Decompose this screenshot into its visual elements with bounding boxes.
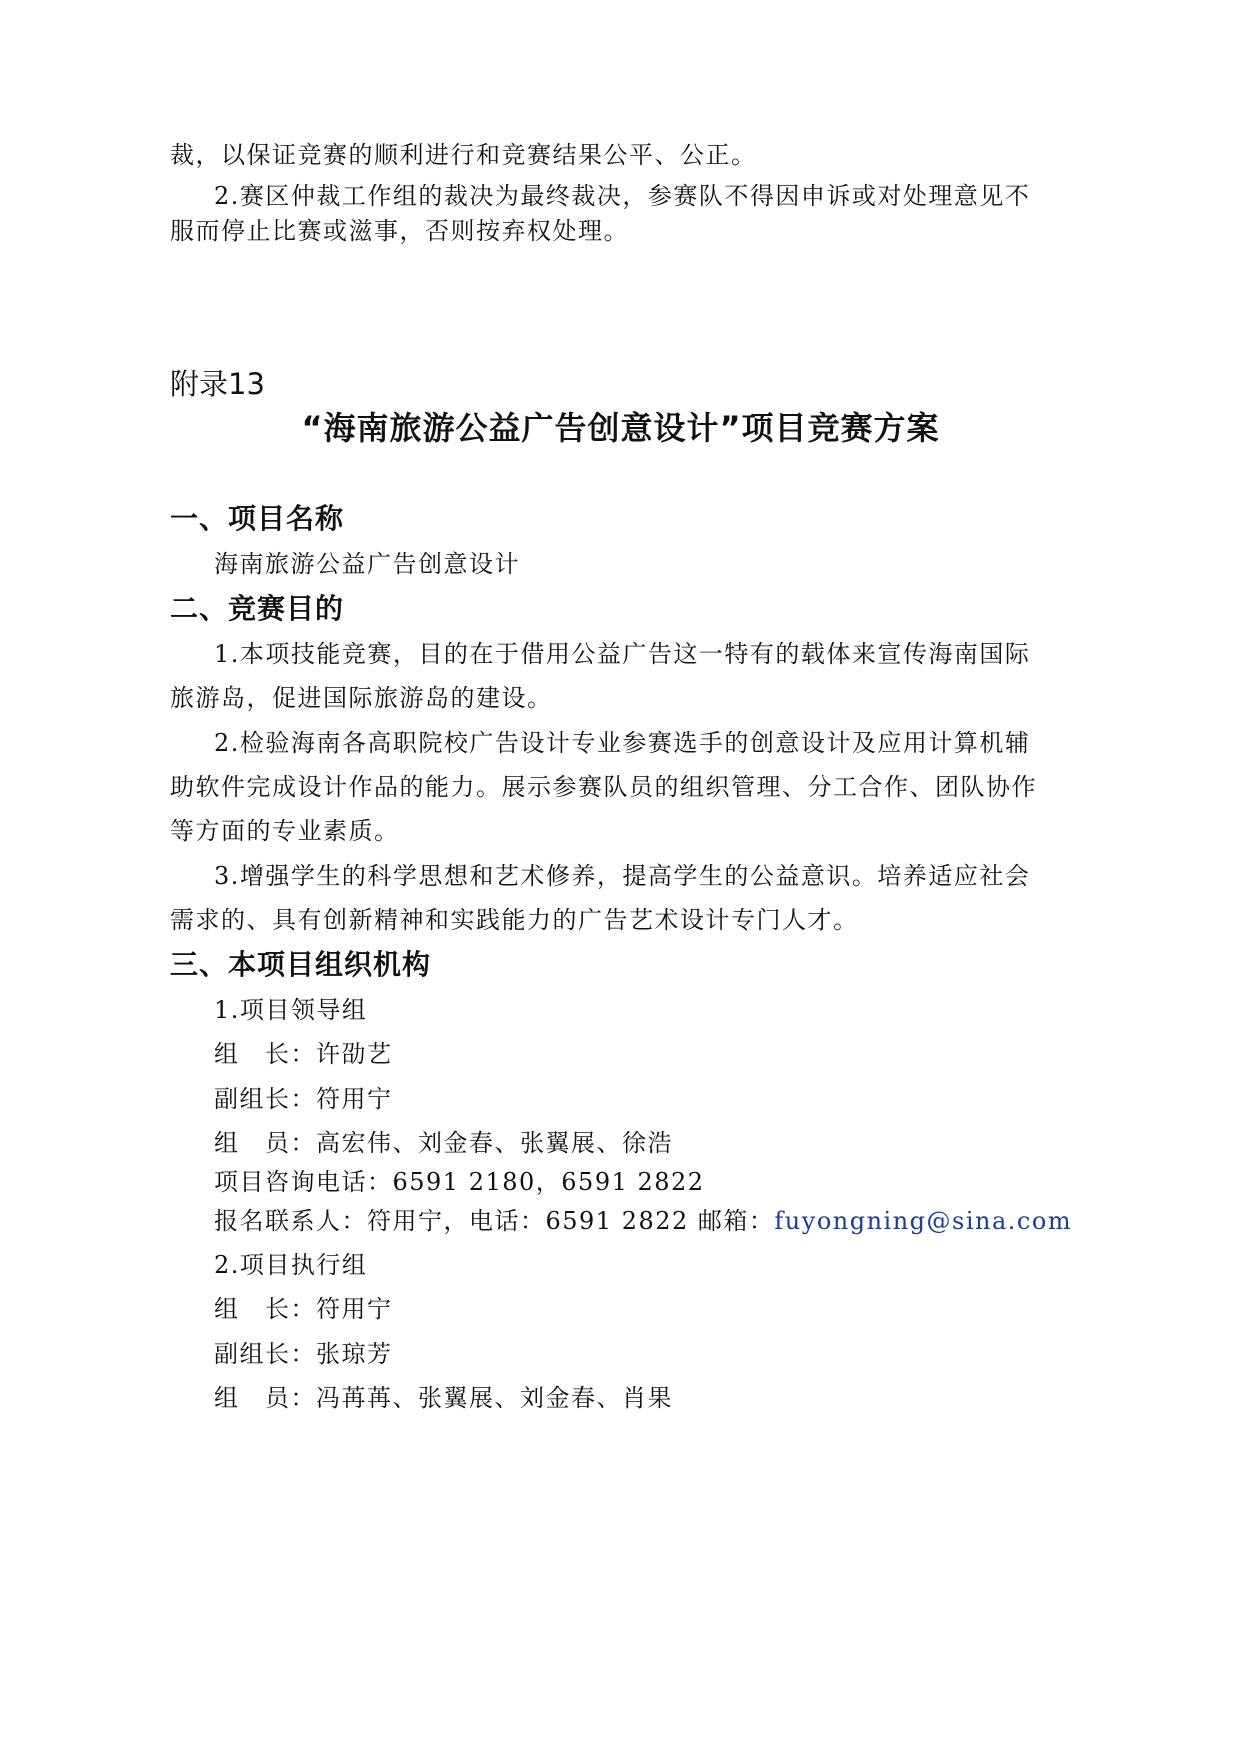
consult-phone: 项目咨询电话：6591 2180，6591 2822	[214, 1168, 705, 1196]
text-line: 2.赛区仲裁工作组的裁决为最终裁决，参赛队不得因申诉或对处理意见不	[214, 182, 1031, 210]
text-line: 裁，以保证竞赛的顺利进行和竞赛结果公平、公正。	[170, 141, 757, 169]
group-members: 组 员：高宏伟、刘金春、张翼展、徐浩	[214, 1129, 673, 1157]
text-line: 3.增强学生的科学思想和艺术修养，提高学生的公益意识。培养适应社会	[214, 862, 1031, 890]
text-line: 等方面的专业素质。	[170, 817, 400, 845]
group-title: 2.项目执行组	[214, 1251, 368, 1279]
email-link[interactable]: fuyongning@sina.com	[774, 1207, 1073, 1235]
text-line: 海南旅游公益广告创意设计	[214, 550, 520, 578]
text-line: 需求的、具有创新精神和实践能力的广告艺术设计专门人才。	[170, 906, 859, 934]
document-title: “海南旅游公益广告创意设计”项目竞赛方案	[301, 409, 940, 447]
text-line: 1.本项技能竞赛，目的在于借用公益广告这一特有的载体来宣传海南国际	[214, 640, 1031, 668]
group-members: 组 员：冯苒苒、张翼展、刘金春、肖果	[214, 1384, 673, 1412]
section-heading: 一、项目名称	[170, 502, 345, 535]
group-deputy: 副组长：符用宁	[214, 1085, 393, 1113]
text-line: 服而停止比赛或滋事，否则按弃权处理。	[170, 217, 629, 245]
group-deputy: 副组长：张琼芳	[214, 1340, 393, 1368]
text-line: 助软件完成设计作品的能力。展示参赛队员的组织管理、分工合作、团队协作	[170, 773, 1037, 801]
registration-contact	[214, 1206, 1072, 1236]
section-heading: 三、本项目组织机构	[170, 948, 432, 981]
group-leader: 组 长：许劭艺	[214, 1040, 393, 1068]
text-line: 旅游岛，促进国际旅游岛的建设。	[170, 684, 553, 712]
group-leader: 组 长：符用宁	[214, 1295, 393, 1323]
contact-text: 报名联系人：符用宁，电话：6591 2822 邮箱：	[214, 1207, 775, 1235]
appendix-label: 附录13	[170, 367, 265, 401]
text-line: 2.检验海南各高职院校广告设计专业参赛选手的创意设计及应用计算机辅	[214, 729, 1031, 757]
group-title: 1.项目领导组	[214, 996, 368, 1024]
section-heading: 二、竞赛目的	[170, 592, 345, 625]
